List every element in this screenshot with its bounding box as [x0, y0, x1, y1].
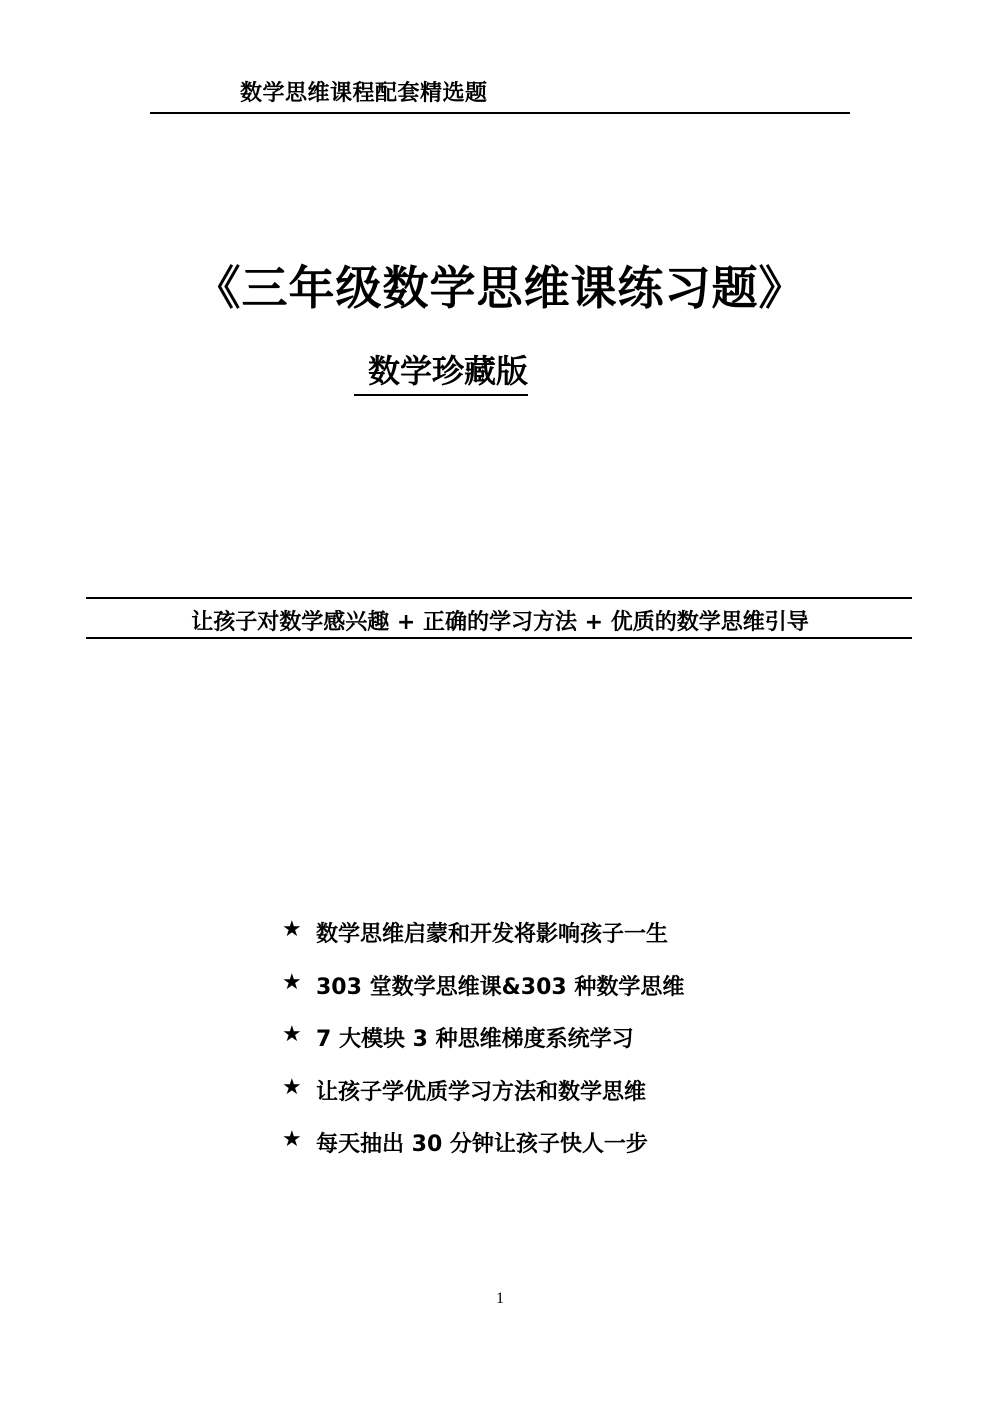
edition-subtitle: [354, 346, 528, 396]
page-number: 1: [496, 1290, 504, 1307]
feature-text: 303 堂数学思维课&303 种数学思维: [316, 974, 685, 1000]
star-icon: ★: [282, 1127, 302, 1152]
star-icon: ★: [282, 1022, 302, 1047]
feature-text: 让孩子学优质学习方法和数学思维: [316, 1079, 647, 1105]
header-divider: [150, 112, 850, 114]
star-icon: ★: [282, 917, 302, 942]
edition-subtitle-text: 数学珍藏版: [368, 352, 529, 390]
banner-top-rule: [86, 597, 912, 599]
feature-item: [282, 1075, 684, 1128]
feature-text: 7 大模块 3 种思维梯度系统学习: [316, 1027, 634, 1052]
feature-item: [282, 1127, 684, 1180]
star-icon: ★: [282, 969, 302, 995]
feature-text: 数学思维启蒙和开发将影响孩子一生: [316, 922, 669, 947]
page-title: 《三年级数学思维课练习题》: [194, 261, 806, 315]
feature-item: [282, 917, 684, 970]
star-icon: ★: [282, 1074, 302, 1100]
feature-list: [282, 917, 684, 1180]
slogan-banner: 让孩子对数学感兴趣 + 正确的学习方法 + 优质的数学思维引导: [191, 610, 809, 635]
feature-item: [282, 1022, 684, 1075]
feature-item: [282, 970, 684, 1023]
banner-bottom-rule: [86, 637, 912, 639]
course-header-label: 数学思维课程配套精选题: [240, 81, 488, 106]
feature-text: 每天抽出 30 分钟让孩子快人一步: [316, 1132, 648, 1157]
